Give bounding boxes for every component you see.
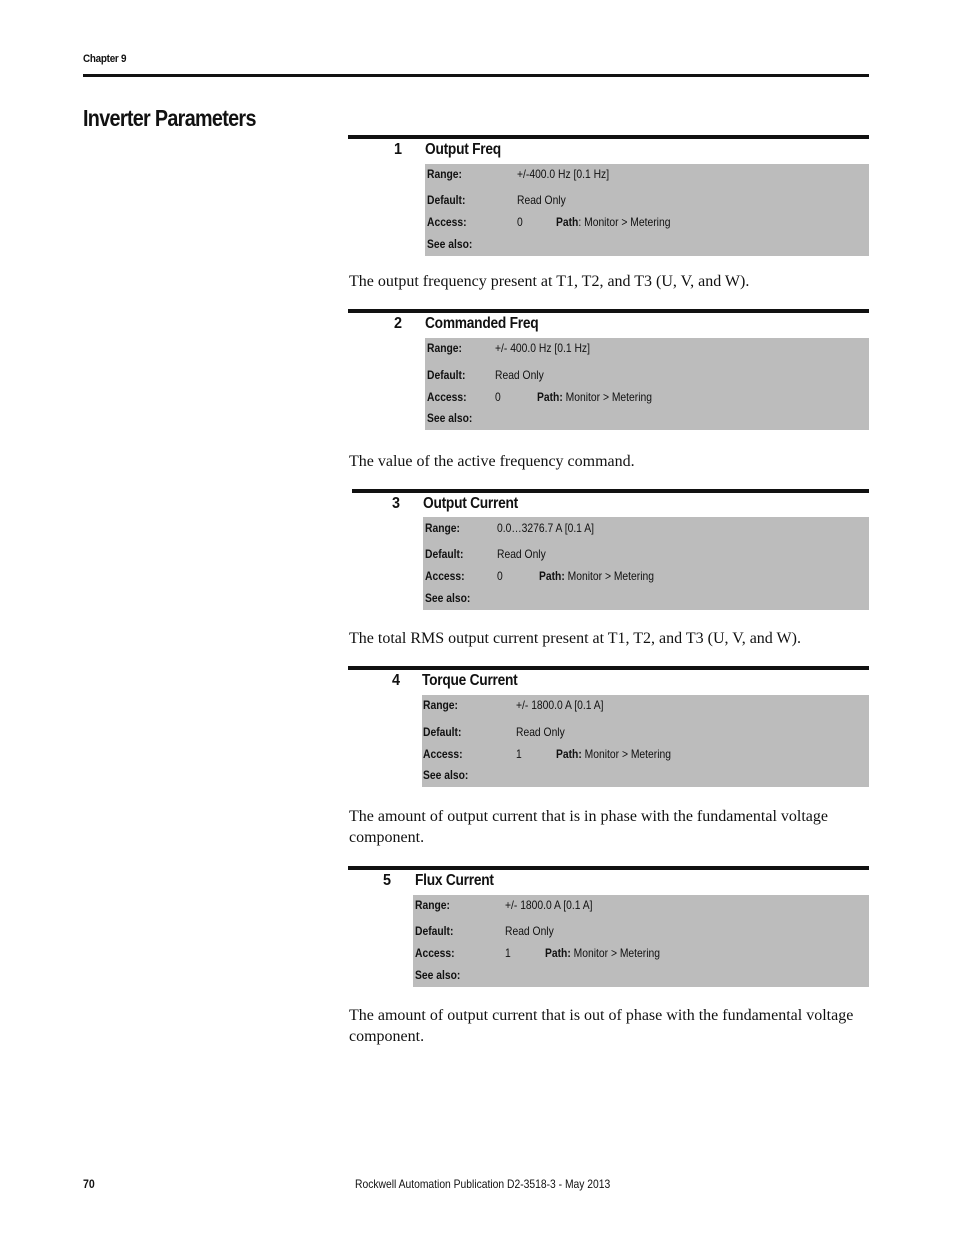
param-info-box <box>425 338 869 430</box>
default-label: Default: <box>427 193 466 207</box>
param-block-output-freq <box>348 135 869 256</box>
access-label: Access: <box>427 215 467 229</box>
param-description: The amount of output current that is out of phase with the fundamental voltage component. <box>349 1007 854 1045</box>
param-description: The total RMS output current present at T1, T2, and T3 (U, V, and W). <box>349 630 801 647</box>
param-name: Commanded Freq <box>425 315 539 332</box>
param-name: Output Current <box>423 495 518 512</box>
see-also-label: See also: <box>427 411 473 425</box>
param-number: 1 <box>394 141 403 158</box>
param-description: The amount of output current that is in phase with the fundamental voltage component. <box>349 808 828 846</box>
path-value: : Monitor > Metering <box>578 215 671 229</box>
default-value: Read Only <box>517 193 566 207</box>
param-info-box <box>423 517 869 610</box>
range-value: +/- 1800.0 A [0.1 A] <box>505 898 593 912</box>
default-value: Read Only <box>505 924 554 938</box>
param-name: Flux Current <box>415 872 494 889</box>
range-label: Range: <box>427 167 462 181</box>
range-value: +/- 400.0 Hz [0.1 Hz] <box>495 341 590 355</box>
param-number: 3 <box>392 495 401 512</box>
range-value: 0.0…3276.7 A [0.1 A] <box>497 521 594 535</box>
param-name: Output Freq <box>425 141 501 158</box>
param-info-box <box>413 895 869 987</box>
default-label: Default: <box>427 368 466 382</box>
access-label: Access: <box>425 569 465 583</box>
range-label: Range: <box>423 698 458 712</box>
param-block-torque-current <box>348 666 869 787</box>
param-info-box <box>422 695 869 787</box>
range-label: Range: <box>425 521 460 535</box>
path-label: Path: <box>539 569 565 583</box>
param-rule <box>348 309 869 313</box>
param-block-commanded-freq <box>348 309 869 430</box>
path-label: Path: <box>545 946 571 960</box>
see-also-label: See also: <box>425 591 471 605</box>
access-label: Access: <box>427 390 467 404</box>
range-label: Range: <box>415 898 450 912</box>
header-rule <box>83 74 869 77</box>
page-number: 70 <box>83 1177 95 1191</box>
see-also-label: See also: <box>415 968 461 982</box>
access-value: 0 <box>517 215 523 229</box>
default-label: Default: <box>423 725 462 739</box>
default-label: Default: <box>425 547 464 561</box>
path-value: Monitor > Metering <box>570 946 660 960</box>
param-description: The output frequency present at T1, T2, and T3 (U, V, and W). <box>349 273 750 290</box>
access-value: 1 <box>516 747 522 761</box>
param-block-flux-current <box>348 866 869 987</box>
range-label: Range: <box>427 341 462 355</box>
default-label: Default: <box>415 924 454 938</box>
section-title: Inverter Parameters <box>83 105 256 131</box>
publication-info: Rockwell Automation Publication D2-3518-3 - May 2013 <box>355 1177 611 1191</box>
param-rule <box>352 489 869 493</box>
param-number: 4 <box>392 672 401 689</box>
see-also-label: See also: <box>423 768 469 782</box>
access-value: 0 <box>497 569 503 583</box>
see-also-label: See also: <box>427 237 473 251</box>
path-label: Path: <box>537 390 563 404</box>
param-block-output-current <box>352 489 869 610</box>
param-name: Torque Current <box>422 672 518 689</box>
path-label: Path: <box>556 747 582 761</box>
param-number: 5 <box>383 872 392 889</box>
range-value: +/- 1800.0 A [0.1 A] <box>516 698 604 712</box>
access-value: 0 <box>495 390 501 404</box>
param-info-box <box>425 164 869 256</box>
path-value: Monitor > Metering <box>562 390 652 404</box>
path-label: Path <box>556 215 579 229</box>
chapter-label: Chapter 9 <box>83 53 127 65</box>
param-rule <box>348 866 869 870</box>
param-number: 2 <box>394 315 403 332</box>
default-value: Read Only <box>495 368 544 382</box>
path-value: Monitor > Metering <box>581 747 671 761</box>
param-rule <box>348 666 869 670</box>
access-value: 1 <box>505 946 511 960</box>
default-value: Read Only <box>497 547 546 561</box>
path-value: Monitor > Metering <box>564 569 654 583</box>
param-rule <box>348 135 869 139</box>
range-value: +/-400.0 Hz [0.1 Hz] <box>517 167 610 181</box>
default-value: Read Only <box>516 725 565 739</box>
access-label: Access: <box>415 946 455 960</box>
access-label: Access: <box>423 747 463 761</box>
param-description: The value of the active frequency command. <box>349 453 635 470</box>
